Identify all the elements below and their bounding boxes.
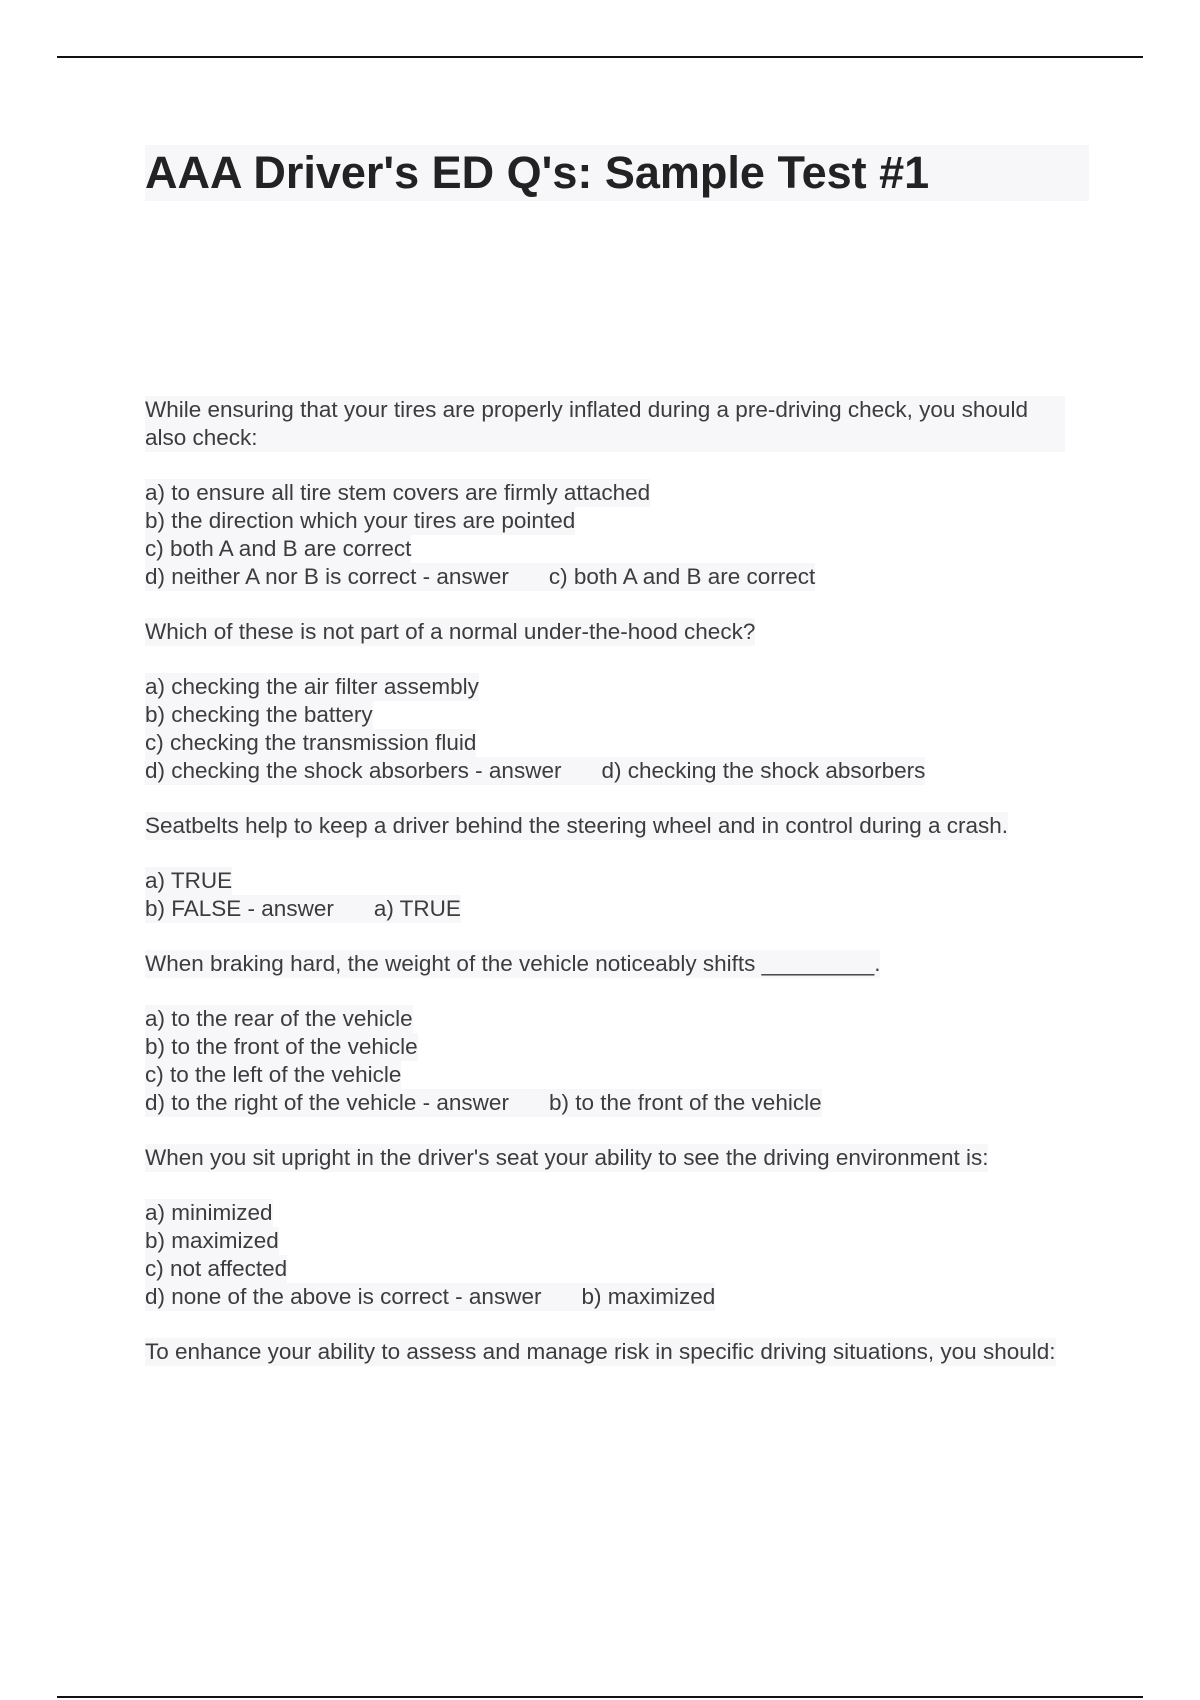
- option-list: [145, 867, 1105, 923]
- title-block: [145, 145, 1089, 201]
- option-list: [145, 479, 1105, 591]
- question-block: [145, 1338, 1105, 1366]
- question-list: [145, 396, 1105, 1366]
- question-block: [145, 950, 1105, 1117]
- option-answer-line: [145, 1283, 715, 1311]
- answer-text: c) both A and B are correct: [548, 564, 816, 589]
- option-item: c) not affected: [145, 1256, 288, 1281]
- option-item: b) checking the battery: [145, 702, 373, 727]
- answer-text: d) checking the shock absorbers: [601, 758, 926, 783]
- question-text: While ensuring that your tires are properly inflated during a pre-driving check, you should also check:: [145, 396, 1065, 452]
- page-title: AAA Driver's ED Q's: Sample Test #1: [145, 147, 930, 198]
- option-item: c) both A and B are correct: [145, 536, 412, 561]
- option-item: a) to ensure all tire stem covers are firmly attached: [145, 480, 651, 505]
- bottom-rule: [57, 1696, 1143, 1698]
- option-list: [145, 1005, 1105, 1117]
- top-rule: [57, 56, 1143, 58]
- option-item: d) checking the shock absorbers - answer: [145, 758, 562, 783]
- option-answer-line: [145, 757, 925, 785]
- answer-text: b) to the front of the vehicle: [548, 1090, 822, 1115]
- question-text: When braking hard, the weight of the vehicle noticeably shifts _________.: [145, 951, 881, 976]
- question-text: When you sit upright in the driver's seat your ability to see the driving environment is:: [145, 1145, 989, 1170]
- option-item: c) to the left of the vehicle: [145, 1062, 402, 1087]
- option-item: d) neither A nor B is correct - answer: [145, 564, 509, 589]
- option-item: d) to the right of the vehicle - answer: [145, 1090, 509, 1115]
- option-item: b) maximized: [145, 1228, 279, 1253]
- question-text: To enhance your ability to assess and manage risk in specific driving situations, you should:: [145, 1339, 1056, 1364]
- answer-text: b) maximized: [581, 1284, 716, 1309]
- question-block: [145, 1144, 1105, 1311]
- option-list: [145, 673, 1105, 785]
- question-text: Which of these is not part of a normal under-the-hood check?: [145, 619, 756, 644]
- option-item: c) checking the transmission fluid: [145, 730, 477, 755]
- question-block: [145, 812, 1105, 923]
- option-answer-line: [145, 895, 461, 923]
- question-block: [145, 396, 1105, 591]
- option-item: a) minimized: [145, 1200, 273, 1225]
- option-answer-line: [145, 1089, 822, 1117]
- option-item: b) the direction which your tires are pointed: [145, 508, 576, 533]
- option-item: b) FALSE - answer: [145, 896, 334, 921]
- option-item: a) to the rear of the vehicle: [145, 1006, 413, 1031]
- option-answer-line: [145, 563, 815, 591]
- option-item: a) TRUE: [145, 868, 233, 893]
- option-item: b) to the front of the vehicle: [145, 1034, 418, 1059]
- answer-text: a) TRUE: [373, 896, 461, 921]
- option-item: d) none of the above is correct - answer: [145, 1284, 542, 1309]
- option-item: a) checking the air filter assembly: [145, 674, 479, 699]
- question-text: Seatbelts help to keep a driver behind the steering wheel and in control during a crash.: [145, 813, 1009, 838]
- option-list: [145, 1199, 1105, 1311]
- question-block: [145, 618, 1105, 785]
